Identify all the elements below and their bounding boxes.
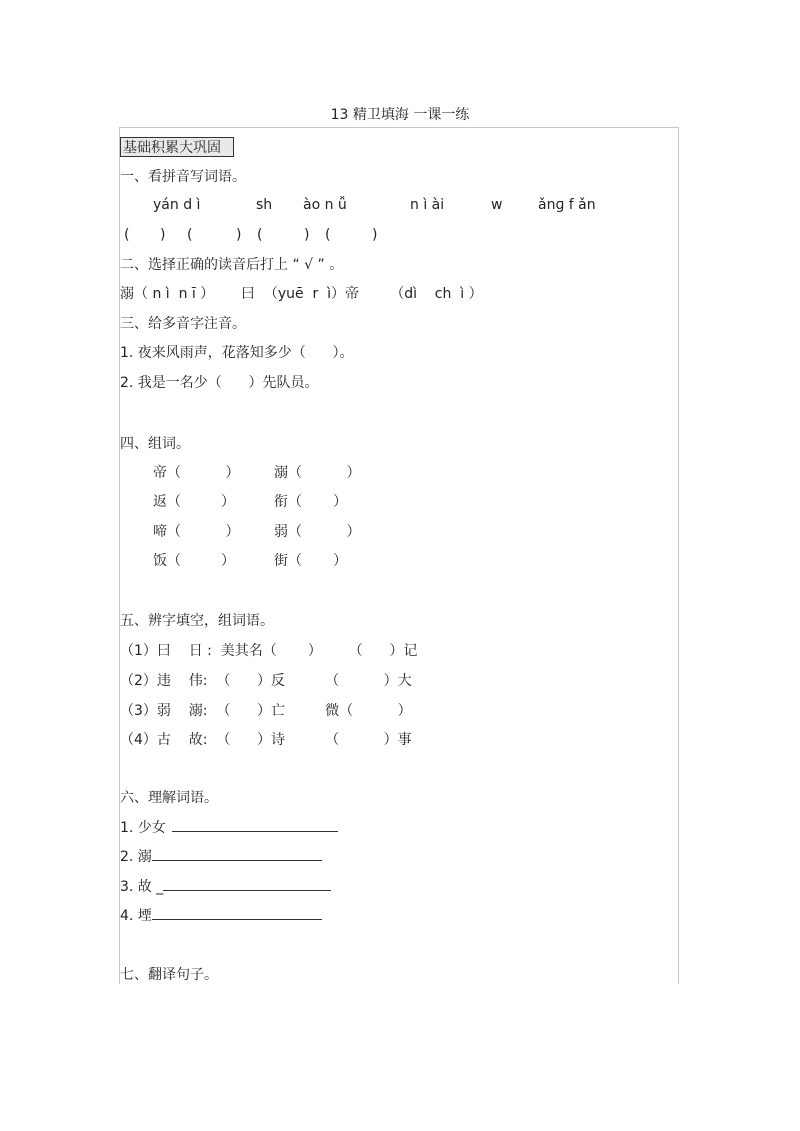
q7-heading: 七、翻译句子。: [120, 967, 218, 983]
q1-bracket-close-2: ): [236, 227, 242, 243]
q1-bracket-close-1: ): [160, 227, 166, 243]
q5-row-1: （1）曰 日 : 美其名（ ） （ ）记: [120, 643, 418, 659]
q1-bracket-open-2: (: [187, 227, 193, 243]
q3-item-2: 2. 我是一名少（ ）先队员。: [120, 375, 319, 391]
q6-heading: 六、理解词语。: [120, 790, 218, 806]
q4-word-1b: 溺（ ）: [274, 465, 361, 481]
section-label-box: 基础积累大巩固: [120, 137, 234, 157]
frame-top-border: [119, 127, 679, 128]
q5-heading: 五、辨字填空，组词语。: [120, 613, 274, 629]
q6-item-4-label: 4. 堙: [120, 908, 152, 924]
q4-word-3a: 啼（ ）: [153, 524, 240, 540]
q6-answer-line-4[interactable]: [152, 906, 322, 920]
q6-item-3-label: 3. 故 _: [120, 879, 164, 895]
q1-pinyin-2: sh: [256, 197, 273, 213]
q4-heading: 四、组词。: [120, 436, 190, 452]
q1-bracket-close-4: ): [372, 227, 378, 243]
q6-item-2: [120, 847, 322, 866]
q4-word-1a: 帝（ ）: [153, 465, 240, 481]
q6-item-3: [120, 877, 331, 896]
q1-bracket-close-3: ): [304, 227, 310, 243]
q1-pinyin-3: ào n ǚ: [303, 197, 347, 213]
q6-item-1-label: 1. 少女: [120, 820, 166, 836]
q6-answer-line-1[interactable]: [172, 818, 338, 832]
q4-word-4b: 街（ ）: [274, 553, 348, 569]
q5-row-3: （3）弱 溺: （ ）亡 微（ ）: [120, 703, 412, 719]
q5-row-2: （2）违 伟: （ ）反 （ ）大: [120, 673, 412, 689]
q1-pinyin-4: n ì ài: [410, 197, 445, 213]
q6-item-1: [120, 818, 338, 837]
q1-bracket-open-1: (: [124, 227, 130, 243]
q3-heading: 三、给多音字注音。: [120, 316, 246, 332]
q4-word-4a: 饭（ ）: [153, 553, 236, 569]
q2-heading: 二、选择正确的读音后打上 “ √ ” 。: [120, 257, 344, 273]
q3-item-1: 1. 夜来风雨声，花落知多少（ ）。: [120, 345, 354, 361]
q1-pinyin-1: yán d ì: [153, 197, 201, 213]
q2-options: 溺（ n ì n ī ） 曰 （yuē r ì）帝 （dì ch ì ）: [120, 286, 483, 302]
q5-row-4: （4）古 故: （ ）诗 （ ）事: [120, 732, 412, 748]
q4-word-3b: 弱（ ）: [274, 524, 361, 540]
frame-right-border: [678, 127, 679, 984]
q6-item-4: [120, 906, 322, 925]
q6-answer-line-2[interactable]: [152, 847, 322, 861]
q1-pinyin-6: ǎnɡ f ǎn: [538, 197, 596, 213]
q6-item-2-label: 2. 溺: [120, 849, 152, 865]
q6-answer-line-3[interactable]: [163, 877, 331, 891]
q1-pinyin-5: w: [491, 197, 503, 213]
q1-bracket-open-4: (: [325, 227, 331, 243]
q1-bracket-open-3: (: [257, 227, 263, 243]
q1-heading: 一、看拼音写词语。: [120, 169, 246, 185]
q4-word-2a: 返（ ）: [153, 494, 236, 510]
q4-word-2b: 衔（ ）: [274, 494, 348, 510]
page-title: 13 精卫填海 一课一练: [330, 107, 470, 123]
